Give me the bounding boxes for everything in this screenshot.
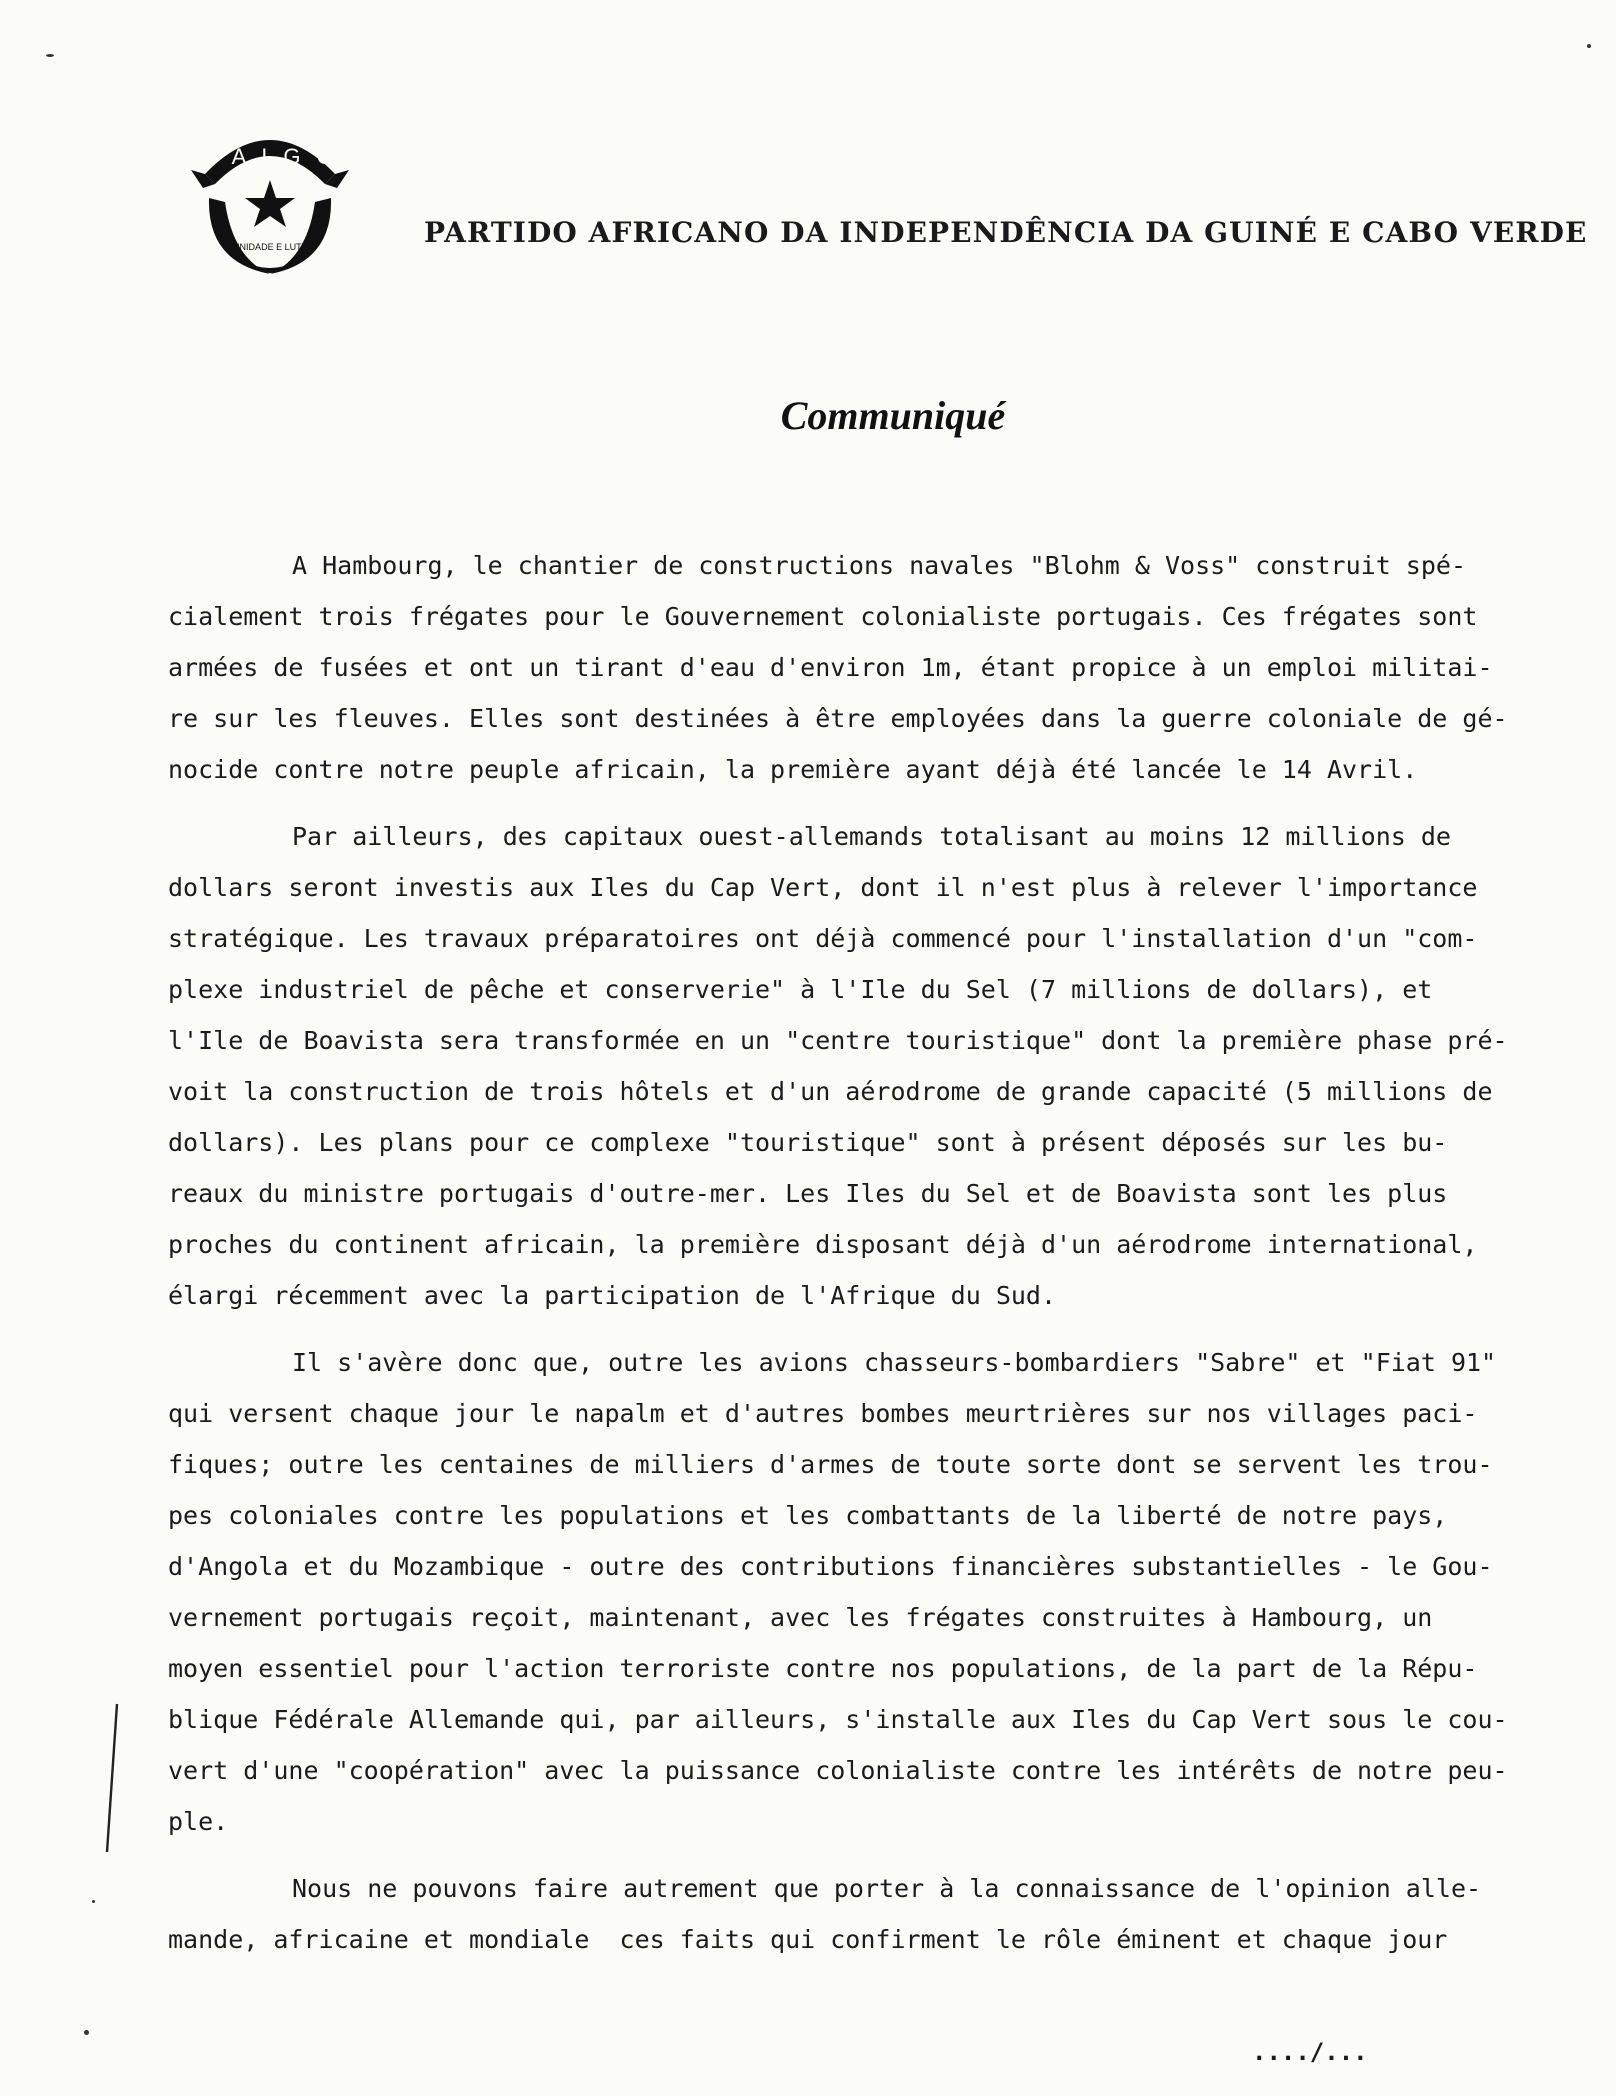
text-line: A Hambourg, le chantier de constructions navales "Blohm & Voss" construit spé- <box>292 551 1466 580</box>
margin-pen-mark <box>104 1702 120 1854</box>
document-title <box>0 392 1616 439</box>
body-text <box>168 540 1548 1981</box>
text-line: plexe industriel de pêche et conserverie" à l'Ile du Sel (7 millions de dollars), et <box>168 975 1433 1004</box>
text-line: moyen essentiel pour l'action terroriste contre nos populations, de la part de la Répu- <box>168 1654 1478 1683</box>
scan-speck <box>84 2030 89 2035</box>
text-line: l'Ile de Boavista sera transformée en un "centre touristique" dont la première phase pré- <box>168 1026 1508 1055</box>
svg-text:UNIDADE E LUTA: UNIDADE E LUTA <box>233 242 307 252</box>
text-line: pes coloniales contre les populations et les combattants de la liberté de notre pays, <box>168 1501 1448 1530</box>
scan-speck <box>46 54 54 57</box>
text-line: ple. <box>168 1807 229 1836</box>
text-line: re sur les fleuves. Elles sont destinées à être employées dans la guerre coloniale de gé- <box>168 704 1508 733</box>
text-line: vernement portugais reçoit, maintenant, avec les frégates construites à Hambourg, un <box>168 1603 1433 1632</box>
text-line: blique Fédérale Allemande qui, par ailleurs, s'installe aux Iles du Cap Vert sous le cou- <box>168 1705 1508 1734</box>
paragraph-1 <box>168 540 1548 795</box>
title-text: Communiqué <box>780 393 1006 438</box>
text-line: armées de fusées et ont un tirant d'eau d'environ 1m, étant propice à un emploi militai- <box>168 653 1493 682</box>
text-line: proches du continent africain, la première disposant déjà d'un aérodrome international, <box>168 1230 1478 1259</box>
text-line: d'Angola et du Mozambique - outre des contributions financières substantielles - le Gou- <box>168 1552 1493 1581</box>
text-line: dollars seront investis aux Iles du Cap Vert, dont il n'est plus à relever l'importance <box>168 873 1478 902</box>
text-line: élargi récemment avec la participation de l'Afrique du Sud. <box>168 1281 1057 1310</box>
text-line: dollars). Les plans pour ce complexe "touristique" sont à présent déposés sur les bu- <box>168 1128 1448 1157</box>
text-line: mande, africaine et mondiale ces faits qui confirment le rôle éminent et chaque jour <box>168 1925 1448 1954</box>
text-line: qui versent chaque jour le napalm et d'autres bombes meurtrières sur nos villages paci- <box>168 1399 1478 1428</box>
text-line: fiques; outre les centaines de milliers d'armes de toute sorte dont se servent les trou- <box>168 1450 1493 1479</box>
scan-speck <box>92 1900 95 1903</box>
paragraph-2 <box>168 811 1548 1321</box>
text-line: voit la construction de trois hôtels et d'un aérodrome de grande capacité (5 millions de <box>168 1077 1493 1106</box>
text-line: stratégique. Les travaux préparatoires ont déjà commencé pour l'installation d'un "com- <box>168 924 1478 953</box>
paragraph-3 <box>168 1337 1548 1847</box>
svg-text:P A I G C: P A I G C <box>202 144 338 169</box>
text-line: Il s'avère donc que, outre les avions chasseurs-bombardiers "Sabre" et "Fiat 91" <box>292 1348 1497 1377</box>
text-line: nocide contre notre peuple africain, la première ayant déjà été lancée le 14 Avril. <box>168 755 1418 784</box>
paigc-logo <box>185 112 355 282</box>
text-line: vert d'une "coopération" avec la puissance colonialiste contre les intérêts de notre peu- <box>168 1756 1508 1785</box>
scan-speck <box>1587 44 1591 48</box>
text-line: cialement trois frégates pour le Gouvernement colonialiste portugais. Ces frégates sont <box>168 602 1478 631</box>
party-name: PARTIDO AFRICANO DA INDEPENDÊNCIA DA GUINÉ E CABO VERDE <box>424 216 1588 249</box>
text-line: Par ailleurs, des capitaux ouest-allemands totalisant au moins 12 millions de <box>292 822 1451 851</box>
text-line: Nous ne pouvons faire autrement que porter à la connaissance de l'opinion alle- <box>292 1874 1482 1903</box>
text-line: reaux du ministre portugais d'outre-mer. Les Iles du Sel et de Boavista sont les plus <box>168 1179 1448 1208</box>
paragraph-4 <box>168 1863 1548 1965</box>
continuation-marker: ..../... <box>1252 2038 1368 2066</box>
